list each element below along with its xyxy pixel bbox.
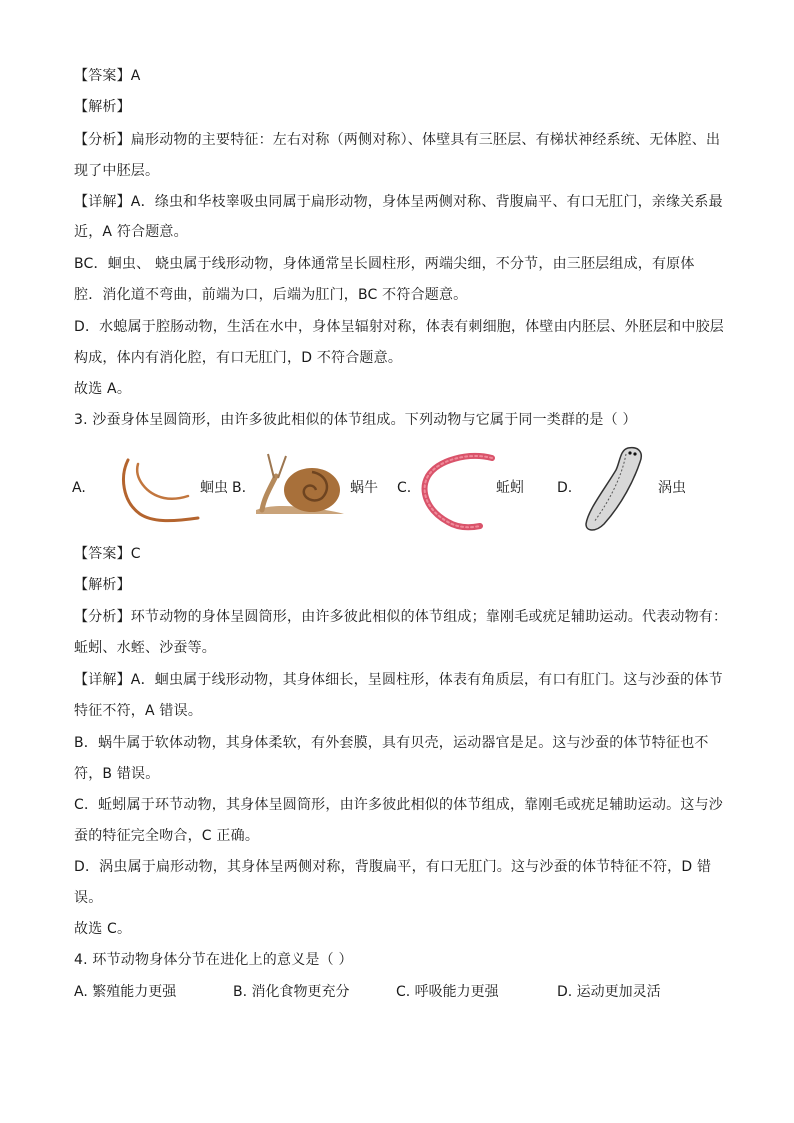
q2-d-line-1: D．水螅属于腔肠动物，生活在水中，身体呈辐射对称，体表有刺细胞，体壁由内胚层、外胚层和中胶层 bbox=[74, 319, 724, 335]
q2-answer: 【答案】A bbox=[74, 68, 141, 84]
q4-option-c: C. 呼吸能力更强 bbox=[396, 984, 499, 1000]
q3-a-line-2: 特征不符，A 错误。 bbox=[74, 703, 203, 719]
q3-option-a-name: 蛔虫 bbox=[200, 480, 228, 496]
q3-c-line-1: C．蚯蚓属于环节动物，其身体呈圆筒形，由许多彼此相似的体节组成，靠刚毛或疣足辅助运动。这与沙 bbox=[74, 797, 723, 813]
q2-bc-line-1: BC．蛔虫、 蛲虫属于线形动物，身体通常呈长圆柱形，两端尖细，不分节，由三胚层组成，有原体 bbox=[74, 256, 695, 272]
q3-fenxi-line-2: 蚯蚓、水蛭、沙蚕等。 bbox=[74, 640, 216, 656]
q3-d-line-2: 误。 bbox=[74, 890, 103, 906]
q2-xiangjie-line-1: 【详解】A．绦虫和华枝睾吸虫同属于扁形动物，身体呈两侧对称、背腹扁平、有口无肛门，亲缘关系最 bbox=[74, 194, 723, 210]
q2-d-line-2: 构成，体内有消化腔，有口无肛门，D 不符合题意。 bbox=[74, 350, 403, 366]
q2-conclusion: 故选 A。 bbox=[74, 381, 132, 397]
q3-conclusion: 故选 C。 bbox=[74, 921, 132, 937]
q4-option-b: B. 消化食物更充分 bbox=[233, 984, 350, 1000]
snail-image bbox=[252, 450, 348, 518]
q4-option-d: D. 运动更加灵活 bbox=[557, 984, 661, 1000]
flatworm-image bbox=[582, 440, 658, 536]
q3-option-c-name: 蚯蚓 bbox=[496, 480, 524, 496]
q2-xiangjie-line-2: 近，A 符合题意。 bbox=[74, 224, 188, 240]
q4-option-a: A. 繁殖能力更强 bbox=[74, 984, 177, 1000]
q2-fenxi-line-2: 现了中胚层。 bbox=[74, 163, 160, 179]
q3-b-line-1: B．蜗牛属于软体动物，其身体柔软，有外套膜，具有贝壳，运动器官是足。这与沙蚕的体节特征也不 bbox=[74, 735, 709, 751]
q3-option-d-name: 涡虫 bbox=[658, 480, 686, 496]
q3-c-line-2: 蚕的特征完全吻合，C 正确。 bbox=[74, 828, 260, 844]
q3-answer: 【答案】C bbox=[74, 546, 141, 562]
q4-stem: 4. 环节动物身体分节在进化上的意义是（ ） bbox=[74, 952, 353, 968]
earthworm-image bbox=[418, 452, 498, 532]
q3-stem: 3. 沙蚕身体呈圆筒形，由许多彼此相似的体节组成。下列动物与它属于同一类群的是（ ） bbox=[74, 412, 637, 428]
q3-a-line-1: 【详解】A．蛔虫属于线形动物，其身体细长，呈圆柱形，体表有角质层，有口有肛门。这与沙蚕的体节 bbox=[74, 672, 723, 688]
q3-option-b-name: 蜗牛 bbox=[350, 480, 378, 496]
q3-analysis-heading: 【解析】 bbox=[74, 577, 131, 593]
q3-option-d-letter: D. bbox=[557, 480, 573, 496]
q3-option-b-letter: B. bbox=[232, 480, 247, 496]
q3-option-c-letter: C. bbox=[397, 480, 412, 496]
q3-option-a-letter: A. bbox=[72, 480, 86, 496]
q3-b-line-2: 符，B 错误。 bbox=[74, 766, 160, 782]
q3-d-line-1: D．涡虫属于扁形动物，其身体呈两侧对称，背腹扁平，有口无肛门。这与沙蚕的体节特征不符，D 错 bbox=[74, 859, 712, 875]
q2-analysis-heading: 【解析】 bbox=[74, 99, 131, 115]
roundworm-image bbox=[118, 456, 202, 526]
q2-bc-line-2: 腔．消化道不弯曲，前端为口，后端为肛门，BC 不符合题意。 bbox=[74, 287, 468, 303]
q2-fenxi-line-1: 【分析】扁形动物的主要特征：左右对称（两侧对称）、体壁具有三胚层、有梯状神经系统、无体腔、出 bbox=[74, 132, 721, 148]
q3-fenxi-line-1: 【分析】环节动物的身体呈圆筒形，由许多彼此相似的体节组成；靠刚毛或疣足辅助运动。代表动物有： bbox=[74, 609, 728, 625]
